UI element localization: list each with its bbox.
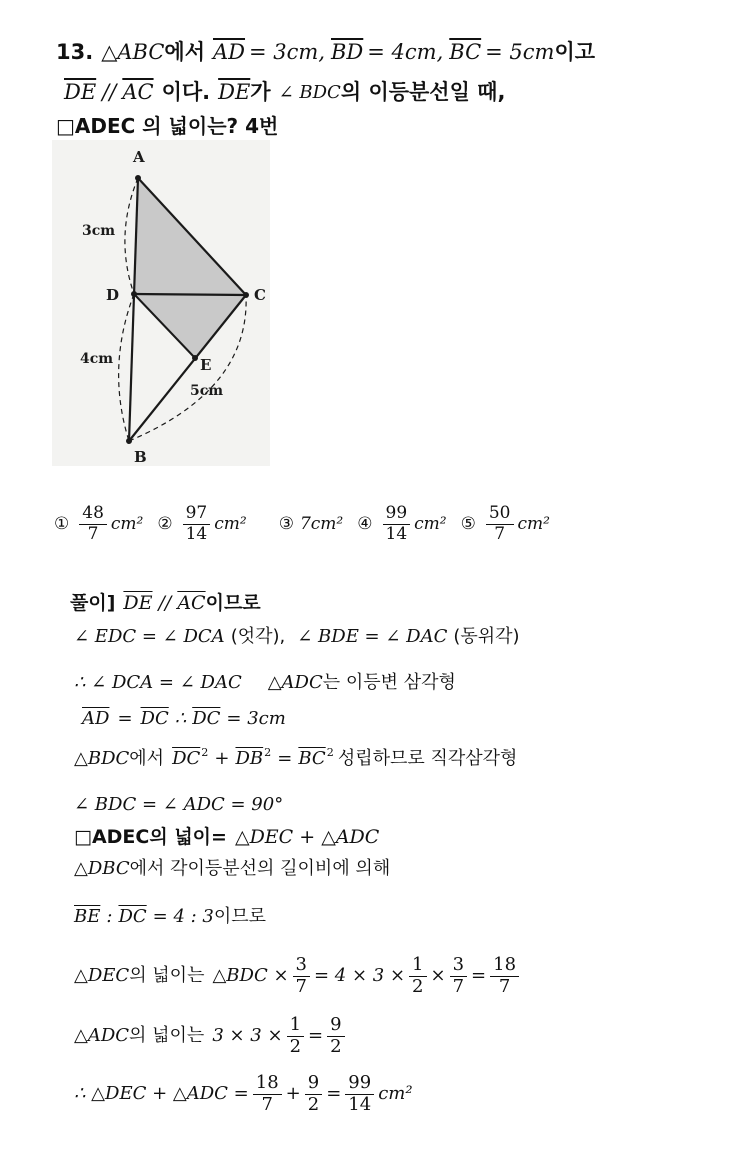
solution-line-11: △ADC 의 넓이는 3 × 3 × $\frac{1}{2}$ = $\frac{9}{2}$ xyxy=(74,1015,349,1057)
choice-4[interactable]: ④ 99 14 cm² xyxy=(357,503,447,544)
choice-4-fraction: 99 14 xyxy=(383,504,411,544)
choice-1[interactable]: ① 48 7 cm² xyxy=(54,503,144,544)
problem-number: 13. xyxy=(56,40,94,64)
problem-line-2: $\overline{DE}$ // $\overline{AC}$ 이다. $\overline{DE}$ 가 ∠ BDC 의 이등분선일 때, xyxy=(64,80,506,104)
fraction-18-7: $\frac{18}{7}$ xyxy=(490,955,519,997)
choice-1-fraction: 48 7 xyxy=(79,504,107,544)
fraction-3-7-b: $\frac{3}{7}$ xyxy=(450,955,467,997)
triangle-figure xyxy=(52,140,270,466)
label-d: D xyxy=(106,286,120,304)
solution-line-5: △BDC 에서 $\overline{DC}$ 2 + $\overline{DB}$ 2 = $\overline{BC}$ 2 성립하므로 직각삼각형 xyxy=(74,746,518,769)
label-3cm: 3cm xyxy=(82,223,116,239)
fraction-1-2: $\frac{1}{2}$ xyxy=(409,955,426,997)
label-e: E xyxy=(200,356,212,374)
solution-line-4: $\overline{AD}$ = $\overline{DC}$ ∴ $\overline{DC}$ = 3cm xyxy=(82,708,286,729)
point-c xyxy=(243,292,249,298)
edge-dc xyxy=(134,294,246,295)
solution-line-7: □ADEC의 넓이= △DEC + △ADC xyxy=(74,826,380,848)
label-4cm: 4cm xyxy=(80,351,114,367)
problem-line-3: □ADEC 의 넓이는? 4번 xyxy=(56,114,279,138)
fraction-18-7-b: $\frac{18}{7}$ xyxy=(253,1073,282,1115)
label-b: B xyxy=(134,448,147,466)
label-c: C xyxy=(254,286,266,304)
label-5cm: 5cm xyxy=(190,383,224,399)
point-a xyxy=(135,175,141,181)
choice-2-fraction: 97 14 xyxy=(183,504,211,544)
fraction-9-2: $\frac{9}{2}$ xyxy=(327,1015,344,1057)
solution-line-10: △DEC 의 넓이는 △BDC × $\frac{3}{7}$ = 4 × 3 × $\frac{1}{2}$ × $\frac{3}{7}$ = $\frac{18}{7}$ xyxy=(74,955,523,997)
solution-line-3: ∴ ∠ DCA = ∠ DAC △ADC 는 이등변 삼각형 xyxy=(74,672,456,693)
point-e xyxy=(192,355,198,361)
choice-2[interactable]: ② 97 14 cm² xyxy=(157,503,247,544)
solution-line-8: △DBC 에서 각이등분선의 길이비에 의해 xyxy=(74,858,391,879)
fraction-9-2-b: $\frac{9}{2}$ xyxy=(305,1073,322,1115)
problem-line-1: 13. △ABC 에서 $\overline{AD}$ = 3cm, $\overline{BD}$ = 4cm, $\overline{BC}$ = 5cm 이고 xyxy=(56,40,596,64)
solution-line-2: ∠ EDC = ∠ DCA (엇각), ∠ BDE = ∠ DAC (동위각) xyxy=(74,626,520,647)
fraction-1-2-b: $\frac{1}{2}$ xyxy=(287,1015,304,1057)
solution-line-12: ∴ △DEC + △ADC = $\frac{18}{7}$ + $\frac{9}{2}$ = $\frac{99}{14}$ cm² xyxy=(74,1072,413,1115)
point-d xyxy=(131,291,137,297)
solution-line-6: ∠ BDC = ∠ ADC = 90° xyxy=(74,794,284,815)
solution-line-1: 풀이] $\overline{DE}$ // $\overline{AC}$ 이므로 xyxy=(70,592,261,614)
fraction-99-14: $\frac{99}{14}$ xyxy=(345,1073,374,1115)
fraction-3-7: $\frac{3}{7}$ xyxy=(293,955,310,997)
choice-3[interactable]: ③ 7cm² xyxy=(278,513,344,534)
solution-line-9: $\overline{BE}$ : $\overline{DC}$ = 4 : 3 이므로 xyxy=(74,906,267,927)
label-a: A xyxy=(133,148,145,166)
point-b xyxy=(126,438,132,444)
choices-row xyxy=(54,504,564,544)
choice-5-fraction: 50 7 xyxy=(486,504,514,544)
choice-5[interactable]: ⑤ 50 7 cm² xyxy=(460,503,550,544)
